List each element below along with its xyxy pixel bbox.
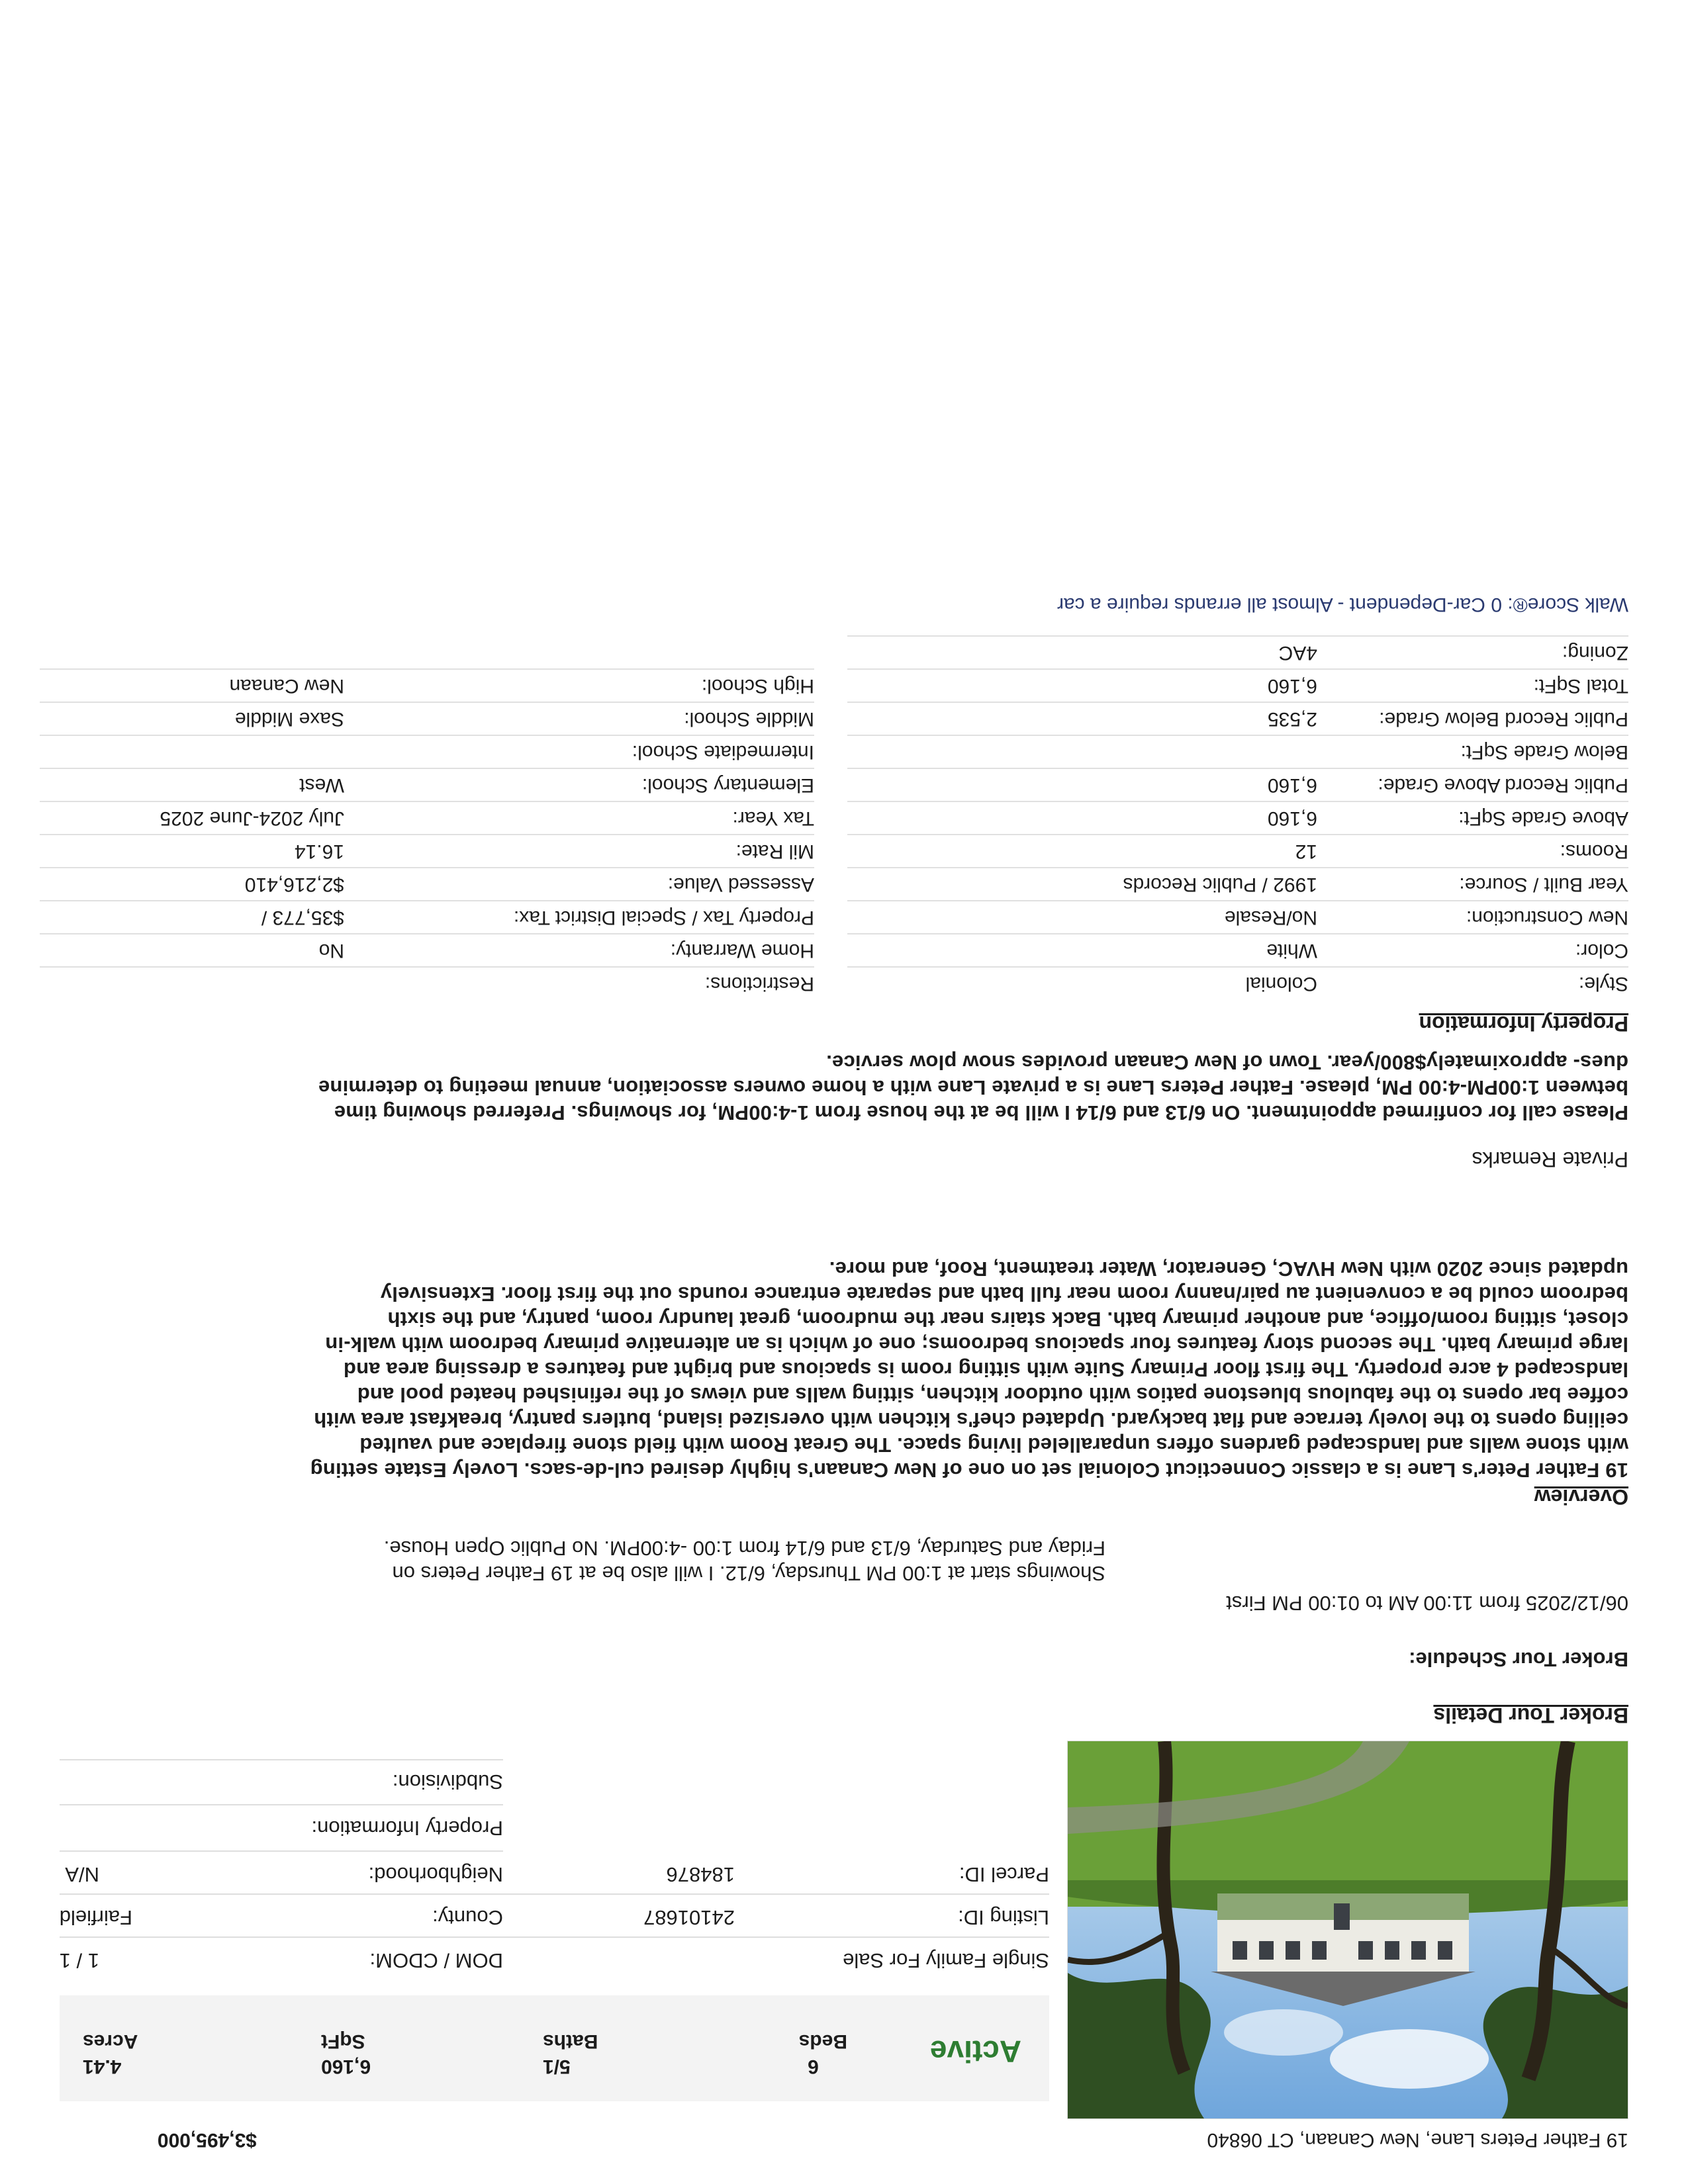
text-line: with stone walls and landscaped gardens offers unparalleled living space. The Great Room with field stone fireplace and vaulted [359,1433,1628,1457]
divider [847,834,1628,835]
stat-value: 5/1 [543,2056,571,2077]
walk-score [1057,593,1628,615]
divider [40,933,814,934]
pi-value: July 2024-June 2025 [160,807,344,829]
private-remarks-title: Private Remarks [1472,1148,1628,1171]
pi-value: 6,160 [1267,774,1317,796]
text-line: ceiling opens to the lovely terrace and flat backyard. Updated chef's kitchen with oversized island, butlers pantry, breakfast area with [314,1408,1628,1432]
divider [847,900,1628,901]
property-photo [1067,1741,1628,2119]
parcel-id-label: Parcel ID: [959,1863,1049,1886]
pi-label: Below Grade SqFt: [1460,741,1628,763]
text-line: between 1:00PM-4:00 PM, please. Father Peters Lane is a private Lane with a home owners association, annual meeting to determine [318,1076,1628,1099]
county-label: County: [432,1906,503,1929]
listing-price: $3,495,000 [157,2129,257,2151]
overview-text [40,1256,1628,1482]
listing-id-label: Listing ID: [958,1906,1049,1929]
stat-acres [83,2028,156,2079]
listing-id: 24101687 [643,1906,735,1929]
stat-label: Acres [83,2030,138,2052]
text-line: closet, sitting room/office, and another primary bath. Back stairs near the mudroom, great laundry room, pantry, and the sixth [387,1308,1628,1331]
dom-value: 1 / 1 [59,1949,99,1972]
text-line: 19 Father Peter's Lane is a classic Connecticut Colonial set on one of New Canaan's highly desired cul-de-sacs. Lovely Estate setting [310,1459,1628,1482]
divider [847,966,1628,968]
pi-value: West [299,774,344,796]
status-badge: Active [929,2034,1021,2069]
pi-label: Zoning: [1562,642,1628,664]
divider [40,900,814,901]
pi-value: 6,160 [1267,807,1317,829]
divider [60,1759,503,1760]
divider [40,834,814,835]
stat-label: Beds [798,2030,847,2052]
walk-score-text: : 0 Car-Dependent - Almost all errands require a car [1056,594,1513,615]
neighborhood-value: N/A [65,1863,99,1886]
pi-label: Restrictions: [704,973,814,995]
pi-value: No [318,940,344,962]
divider [847,867,1628,868]
pi-label: Assessed Value: [667,874,814,895]
divider [60,1936,1049,1938]
property-address: 19 Father Peters Lane, New Canaan, CT 06840 [1207,2129,1628,2151]
pi-label: Mil Rate: [735,841,814,862]
broker-tour-note: Showings start at 1:00 PM Thursday, 6/12. I will also be at 19 Father Peters on [392,1562,1105,1585]
stat-sqft [321,2028,387,2079]
pi-value: Colonial [1245,973,1317,995]
stat-value: 6,160 [321,2056,371,2077]
pi-label: Public Record Above Grade: [1378,774,1628,796]
divider [847,702,1628,703]
stat-value: 4.41 [83,2056,122,2077]
stat-label: SqFt [321,2030,365,2052]
divider [40,735,814,736]
divider [40,966,814,968]
private-remarks-text [40,1050,1628,1125]
divider [40,867,814,868]
neighborhood-label: Neighborhood: [368,1863,503,1886]
stat-baths [543,2028,609,2079]
pi-value: No/Resale [1224,907,1317,929]
broker-tour-title: Broker Tour Details [1433,1704,1628,1727]
subdivision-label: Subdivision: [392,1770,503,1794]
divider [847,735,1628,736]
pi-value: White [1266,940,1317,962]
pi-value: New Canaan [229,675,344,697]
divider [40,768,814,769]
pi-label: Year Built / Source: [1459,874,1628,895]
pi-label: Tax Year: [732,807,814,829]
pi-value: $2,216,410 [244,874,344,895]
property-type: Single Family For Sale [843,1949,1049,1972]
broker-tour-schedule-label: Broker Tour Schedule: [1409,1648,1628,1671]
pi-label: Property Tax / Special District Tax: [513,907,814,929]
parcel-id: 184876 [666,1863,735,1886]
property-information-title: Property Information [1419,1012,1628,1036]
pi-label: Color: [1575,940,1628,962]
pi-label: High School: [701,675,814,697]
divider [40,801,814,802]
walk-score-link[interactable]: Walk Score® [1513,594,1628,615]
divider [60,1804,503,1805]
pi-label: Elementary School: [641,774,814,796]
pi-label: Total SqFt: [1533,675,1628,697]
pi-label: Intermediate School: [632,741,814,763]
stat-label: Baths [543,2030,598,2052]
pi-label: Rooms: [1560,841,1628,862]
pi-label: Above Grade SqFt: [1458,807,1628,829]
divider [847,768,1628,769]
divider [847,668,1628,670]
pi-label: Style: [1578,973,1628,995]
county-value: Fairfield [59,1906,132,1929]
broker-tour-time: 06/12/2025 from 11:00 AM to 01:00 PM First [1226,1592,1628,1615]
stat-value: 6 [808,2056,819,2077]
text-line: large primary bath. The second story features four spacious bedrooms; one of which is an alternative primary bedroom with walk-in [325,1333,1628,1356]
pi-value: Saxe Middle [234,708,344,730]
divider [847,635,1628,637]
text-line: coffee bar opens to the fabulous bluestone patios with outdoor kitchen, sitting walls and views of the refinished heated pool and [357,1383,1628,1406]
divider [60,1850,503,1852]
divider [60,1893,1049,1895]
divider [847,801,1628,802]
text-line: Please call for confirmed appointment. On 6/13 and 6/14 I will be at the house from 1-4:00PM, for showings. Preferred showing time [334,1101,1628,1124]
text-line: bedroom could be a convenient au pair/nanny room near full bath and separate entrance rounds out the first floor. Extensively [380,1283,1628,1306]
pi-value: 1992 / Public Records [1123,874,1317,895]
pi-label: Middle School: [684,708,814,730]
pi-value: 6,160 [1267,675,1317,697]
text-line: dues- approximately$800/year. Town of New Canaan provides snow plow service. [826,1051,1628,1074]
house-photo-image [1068,1741,1628,2118]
pi-value: $35,773 / [261,907,344,929]
stat-beds [798,2028,847,2079]
dom-label: DOM / CDOM: [369,1949,503,1972]
pi-value: 12 [1295,841,1317,862]
property-information-table [40,642,1628,999]
text-line: landscaped 4 acre property. The first floor Primary Suite with sitting room is spacious and bright and features a dressing area and [343,1358,1628,1381]
property-information-label: Property Information: [311,1817,503,1840]
overview-title: Overview [1534,1485,1628,1509]
broker-tour-note: Friday and Saturday, 6/13 and 6/14 from 1:00 -4:00PM. No Public Open House. [383,1537,1105,1560]
pi-label: Home Warranty: [670,940,814,962]
pi-label: Public Record Below Grade: [1379,708,1628,730]
divider [40,668,814,670]
pi-value: 2,535 [1267,708,1317,730]
pi-label: New Construction: [1466,907,1628,929]
summary-stats-bar [60,1995,1049,2101]
text-line: updated since 2020 with New HVAC, Generator, Water treatment, Roof, and more. [829,1257,1628,1281]
divider [847,933,1628,934]
pi-value: 16.14 [294,841,344,862]
divider [40,702,814,703]
pi-value: 4AC [1278,642,1317,664]
